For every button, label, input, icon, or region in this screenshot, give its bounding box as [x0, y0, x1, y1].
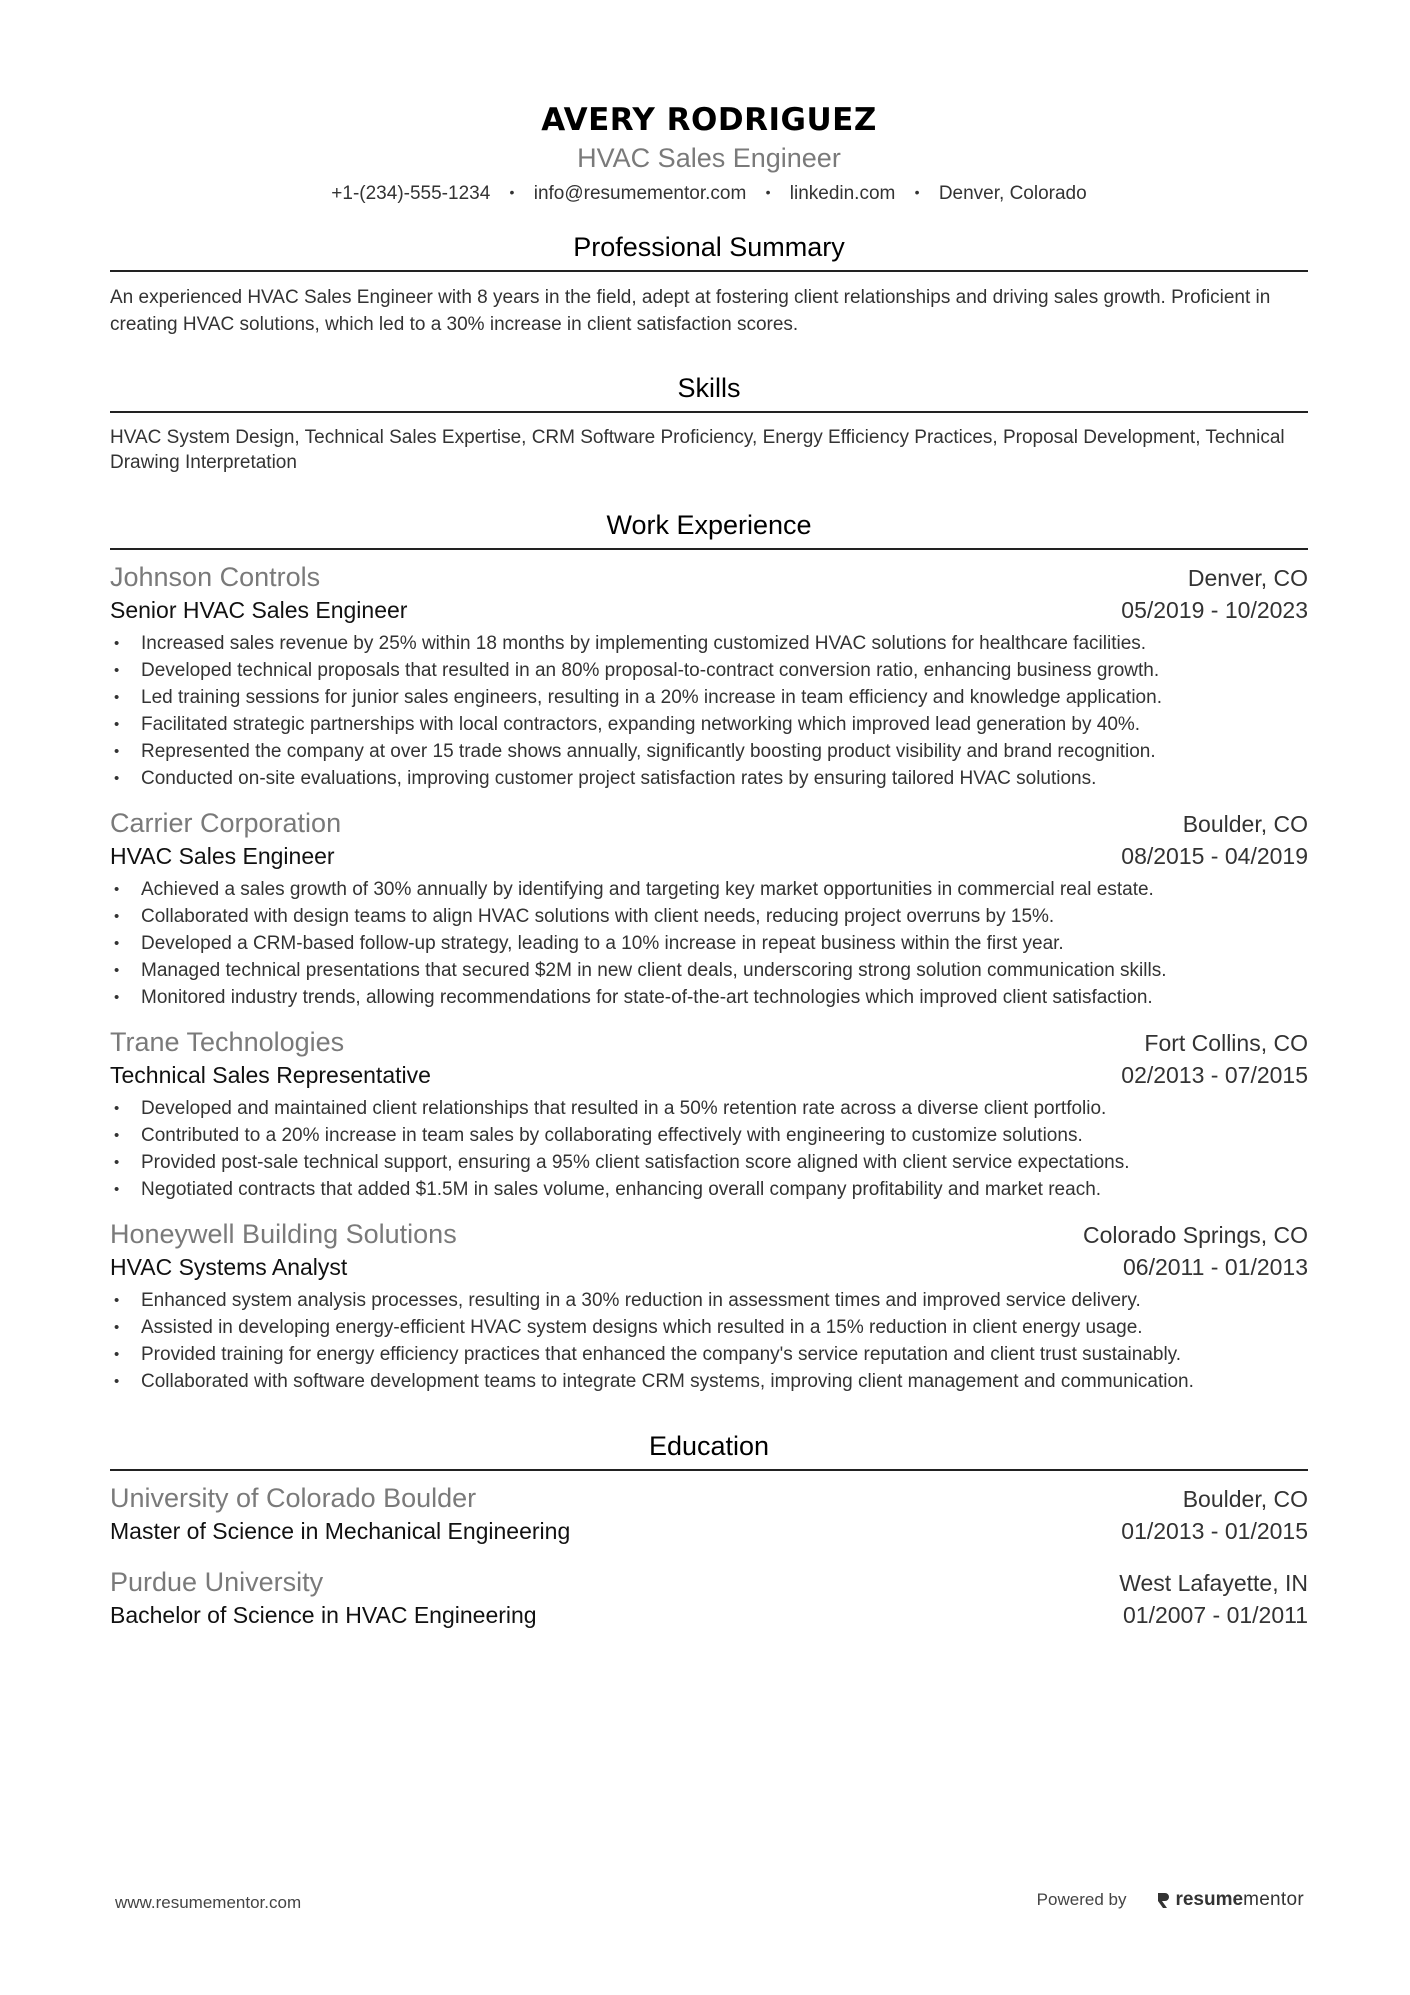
bullet-item: • Represented the company at over 15 trade shows annually, significantly boosting product visibility and brand recognition.: [110, 738, 1308, 765]
school-name: Purdue University: [110, 1567, 324, 1597]
resumementor-logo-icon: [1156, 1891, 1170, 1909]
school-name: University of Colorado Boulder: [110, 1483, 477, 1513]
bullet-item: • Collaborated with software development teams to integrate CRM systems, improving client management and communication.: [110, 1368, 1308, 1395]
job-dates: 08/2015 - 04/2019: [1121, 843, 1308, 869]
bullet-item: • Provided training for energy efficiency practices that enhanced the company's service reputation and client trust sustainably.: [110, 1341, 1308, 1368]
job-role: Technical Sales Representative: [110, 1062, 431, 1088]
bullet-item: • Enhanced system analysis processes, resulting in a 30% reduction in assessment times and improved service delivery.: [110, 1287, 1308, 1314]
bullet-item: • Collaborated with design teams to align HVAC solutions with client needs, reducing project overruns by 15%.: [110, 903, 1308, 930]
job-entry: [110, 560, 1308, 792]
candidate-name: AVERY RODRIGUEZ: [541, 102, 877, 138]
job-bullets: [110, 630, 1308, 792]
job-bullets: [110, 1287, 1308, 1395]
job-role: Senior HVAC Sales Engineer: [110, 597, 408, 623]
bullet-item: • Managed technical presentations that secured $2M in new client deals, underscoring strong solution communication skills.: [110, 957, 1308, 984]
company-name: Carrier Corporation: [110, 808, 342, 838]
brand-logo[interactable]: [1156, 1889, 1304, 1911]
degree-name: Master of Science in Mechanical Engineering: [110, 1518, 571, 1544]
contact-phone: +1-(234)-555-1234: [331, 183, 491, 204]
summary-heading: Professional Summary: [110, 230, 1308, 272]
job-dates: 05/2019 - 10/2023: [1121, 597, 1308, 623]
job-dates: 02/2013 - 07/2015: [1121, 1062, 1308, 1088]
candidate-title: HVAC Sales Engineer: [577, 143, 841, 173]
contact-email[interactable]: info@resumementor.com: [533, 183, 747, 204]
separator-dot: •: [509, 184, 515, 200]
job-role: HVAC Sales Engineer: [110, 843, 335, 869]
skills-text: HVAC System Design, Technical Sales Expertise, CRM Software Proficiency, Energy Efficiency Practices, Proposal Development, Technical Drawing Interpretation: [110, 427, 1285, 473]
experience-section: [110, 508, 1308, 1395]
bullet-item: • Facilitated strategic partnerships with local contractors, expanding networking which improved lead generation by 40%.: [110, 711, 1308, 738]
job-entry: [110, 1217, 1308, 1395]
bullet-item: • Provided post-sale technical support, ensuring a 95% client satisfaction score aligned with client service expectations.: [110, 1149, 1308, 1176]
job-entry: [110, 806, 1308, 1011]
job-entry: [110, 1025, 1308, 1203]
school-location: West Lafayette, IN: [1119, 1570, 1308, 1596]
summary-text: An experienced HVAC Sales Engineer with 8 years in the field, adept at fostering client relationships and driving sales growth. Proficient in creating HVAC solutions, which led to a 30% increase in client satisfaction scores.: [110, 287, 1271, 335]
job-location: Fort Collins, CO: [1144, 1030, 1308, 1056]
school-location: Boulder, CO: [1182, 1486, 1308, 1512]
bullet-item: • Developed a CRM-based follow-up strategy, leading to a 10% increase in repeat business within the first year.: [110, 930, 1308, 957]
job-bullets: [110, 876, 1308, 1011]
job-location: Denver, CO: [1187, 565, 1308, 591]
bullet-item: • Assisted in developing energy-efficient HVAC system designs which resulted in a 15% reduction in client energy usage.: [110, 1314, 1308, 1341]
contact-line: [110, 180, 1308, 206]
company-name: Johnson Controls: [110, 562, 321, 592]
bullet-item: • Contributed to a 20% increase in team sales by collaborating effectively with engineering to customize solutions.: [110, 1122, 1308, 1149]
separator-dot: •: [914, 184, 920, 200]
bullet-item: • Negotiated contracts that added $1.5M in sales volume, enhancing overall company profitability and market reach.: [110, 1176, 1308, 1203]
skills-heading: Skills: [110, 371, 1308, 413]
powered-by-label: Powered by: [1036, 1890, 1127, 1909]
education-dates: 01/2013 - 01/2015: [1121, 1518, 1308, 1544]
education-entry: [110, 1565, 1308, 1631]
job-location: Colorado Springs, CO: [1083, 1222, 1308, 1248]
job-dates: 06/2011 - 01/2013: [1122, 1254, 1308, 1280]
job-role: HVAC Systems Analyst: [110, 1254, 348, 1280]
experience-heading: Work Experience: [110, 508, 1308, 550]
skills-section: [110, 371, 1308, 475]
footer-website[interactable]: www.resumementor.com: [115, 1893, 302, 1912]
separator-dot: •: [765, 184, 771, 200]
bullet-item: • Developed technical proposals that resulted in an 80% proposal-to-contract conversion ratio, enhancing business growth.: [110, 657, 1308, 684]
job-location: Boulder, CO: [1182, 811, 1308, 837]
bullet-item: • Monitored industry trends, allowing recommendations for state-of-the-art technologies which improved client satisfaction.: [110, 984, 1308, 1011]
bullet-item: • Conducted on-site evaluations, improving customer project satisfaction rates by ensuring tailored HVAC solutions.: [110, 765, 1308, 792]
education-entry: [110, 1481, 1308, 1547]
bullet-item: • Increased sales revenue by 25% within 18 months by implementing customized HVAC solutions for healthcare facilities.: [110, 630, 1308, 657]
contact-linkedin[interactable]: linkedin.com: [789, 183, 896, 204]
resume-page: [110, 100, 1308, 1631]
bullet-item: • Led training sessions for junior sales engineers, resulting in a 20% increase in team efficiency and knowledge application.: [110, 684, 1308, 711]
education-section: [110, 1429, 1308, 1631]
company-name: Honeywell Building Solutions: [110, 1219, 457, 1249]
bullet-item: • Achieved a sales growth of 30% annually by identifying and targeting key market opportunities in commercial real estate.: [110, 876, 1308, 903]
summary-section: [110, 230, 1308, 338]
brand-name-light: mentor: [1243, 1889, 1304, 1910]
contact-location: Denver, Colorado: [938, 183, 1087, 204]
company-name: Trane Technologies: [110, 1027, 345, 1057]
brand-name-bold: resume: [1175, 1889, 1244, 1910]
footer-branding: [1037, 1889, 1304, 1911]
degree-name: Bachelor of Science in HVAC Engineering: [110, 1602, 537, 1628]
resume-header: [110, 100, 1308, 206]
education-dates: 01/2007 - 01/2011: [1122, 1602, 1308, 1628]
education-heading: Education: [110, 1429, 1308, 1471]
bullet-item: • Developed and maintained client relationships that resulted in a 50% retention rate across a diverse client portfolio.: [110, 1095, 1308, 1122]
job-bullets: [110, 1095, 1308, 1203]
